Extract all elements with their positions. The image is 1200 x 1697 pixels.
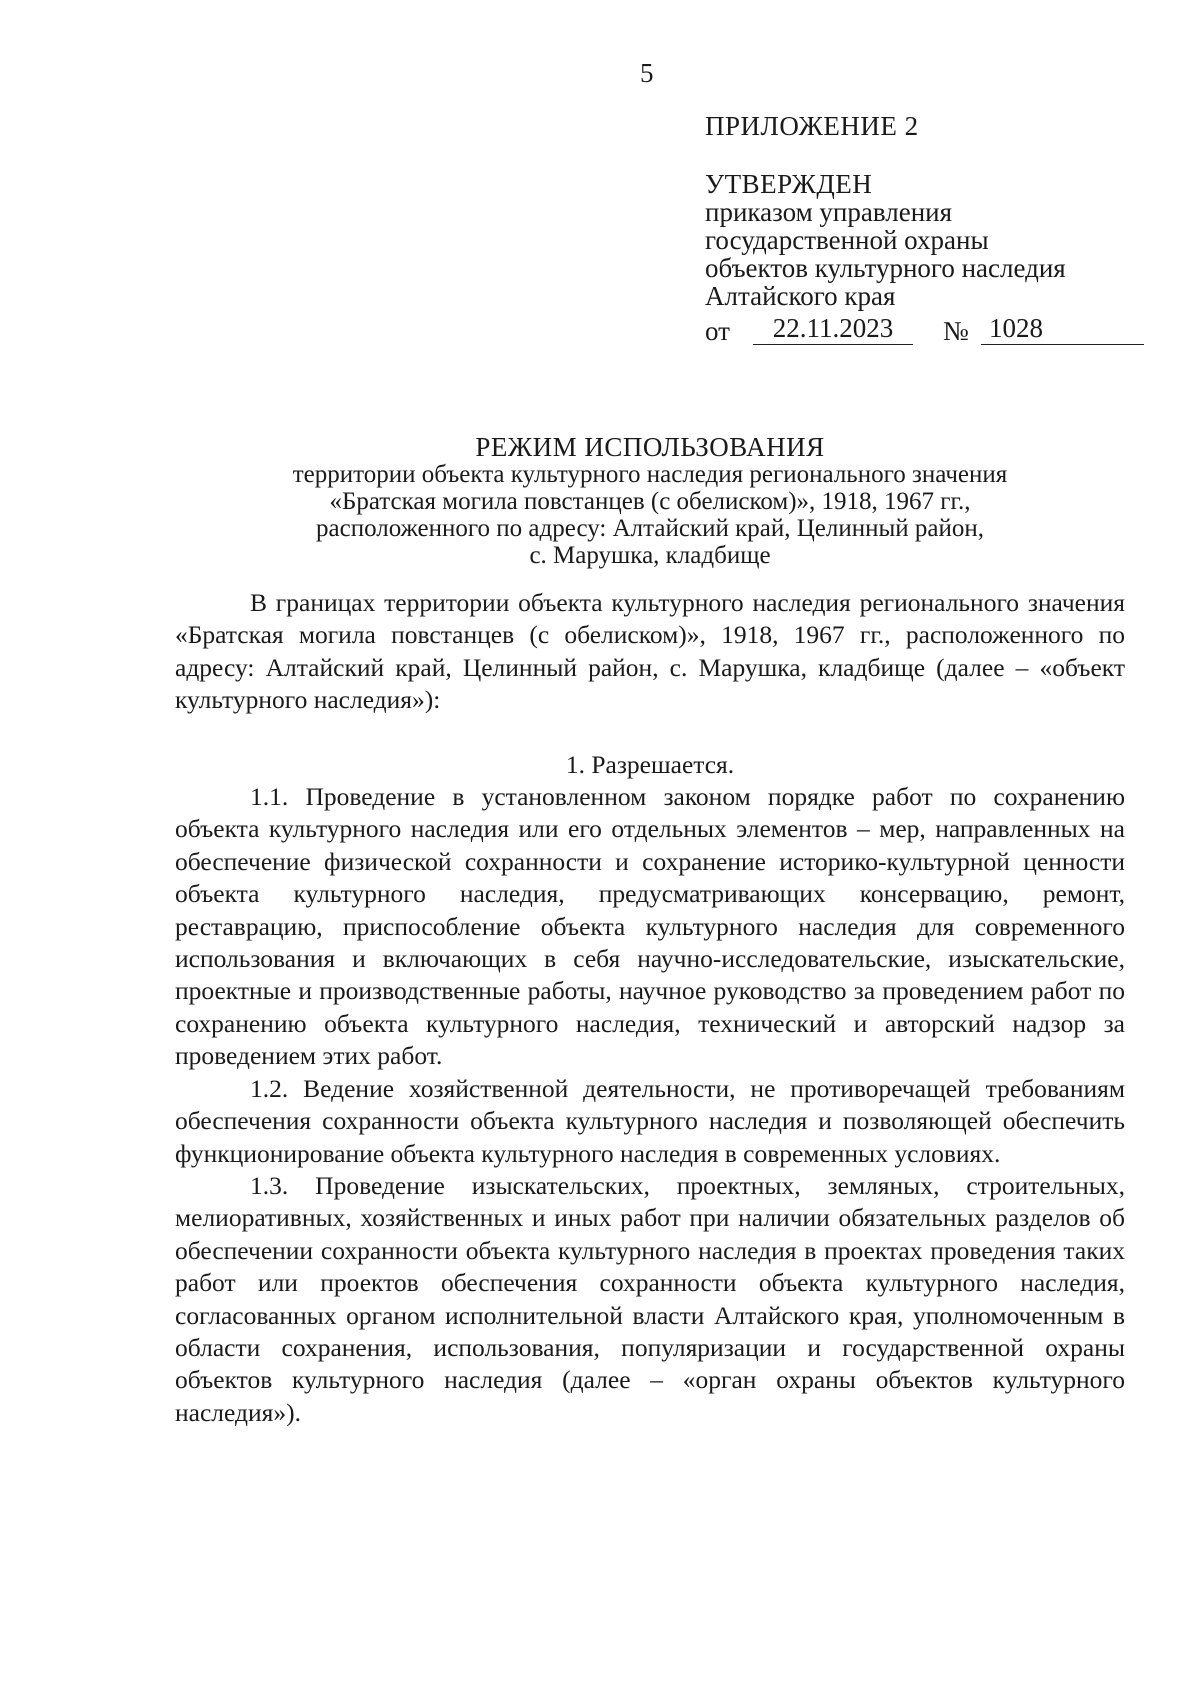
order-date: 22.11.2023 bbox=[753, 314, 913, 345]
number-sign: № bbox=[943, 316, 969, 346]
title-line: «Братская могила повстанцев (с обелиском)», 1918, 1967 гг., bbox=[329, 488, 971, 515]
date-label: от bbox=[705, 316, 730, 346]
document-title-block bbox=[175, 434, 1125, 569]
approval-line: приказом управления bbox=[705, 197, 953, 227]
order-number: 1028 bbox=[981, 314, 1144, 345]
approval-line: государственной охраны bbox=[705, 225, 989, 255]
approval-line: Алтайского края bbox=[705, 281, 896, 311]
item-paragraph: 1.1. Проведение в установленном законом порядке работ по сохранению объекта культурного наследия или его отдельных элементов – мер, направленных на обеспечение физической сохранности и сохранение историко-культурной ценности объекта культурного наследия, предусматривающих консервацию, ремонт, реставрацию, приспособление объекта культурного наследия для современного использования и включающих в себя научно-исследовательские, изыскательские, проектные и производственные работы, научное руководство за проведением работ по сохранению объекта культурного наследия, технический и авторский надзор за проведением этих работ. bbox=[175, 782, 1125, 1071]
intro-paragraph: В границах территории объекта культурного наследия регионального значения «Братская могила повстанцев (с обелиском)», 1918, 1967 гг., расположенного по адресу: Алтайский край, Целинный район, с. Марушка, кладбище (далее – «объект культурного наследия»): bbox=[175, 588, 1125, 715]
item-paragraph: 1.3. Проведение изыскательских, проектных, земляных, строительных, мелиоративных, хозяйственных и иных работ при наличии обязательных разделов об обеспечении сохранности объекта культурного наследия в проектах проведения таких работ или проектов обеспечения сохранности объекта культурного наследия, согласованных органом исполнительной власти Алтайского края, уполномоченным в области сохранения, использования, популяризации и государственной охраны объектов культурного наследия (далее – «орган охраны объектов культурного наследия»). bbox=[175, 1170, 1125, 1427]
document-title: РЕЖИМ ИСПОЛЬЗОВАНИЯ bbox=[475, 432, 825, 462]
item-paragraph: 1.2. Ведение хозяйственной деятельности, не противоречащей требованиям обеспечения сохранности объекта культурного наследия и позволяющей обеспечить функционирование объекта культурного наследия в современных условиях. bbox=[175, 1073, 1125, 1168]
title-line: с. Марушка, кладбище bbox=[529, 542, 771, 569]
order-date-row bbox=[705, 314, 1165, 345]
section-heading: 1. Разрешается. bbox=[565, 749, 735, 779]
appendix-label: ПРИЛОЖЕНИЕ 2 bbox=[705, 111, 919, 141]
title-line: расположенного по адресу: Алтайский край, Целинный район, bbox=[316, 515, 984, 542]
approval-line: объектов культурного наследия bbox=[705, 253, 1066, 283]
document-body bbox=[175, 587, 1125, 1429]
approval-stamp-block bbox=[705, 112, 1165, 345]
title-line: территории объекта культурного наследия регионального значения bbox=[292, 461, 1008, 488]
page-number: 5 bbox=[640, 58, 654, 88]
approved-label: УТВЕРЖДЕН bbox=[705, 169, 873, 199]
